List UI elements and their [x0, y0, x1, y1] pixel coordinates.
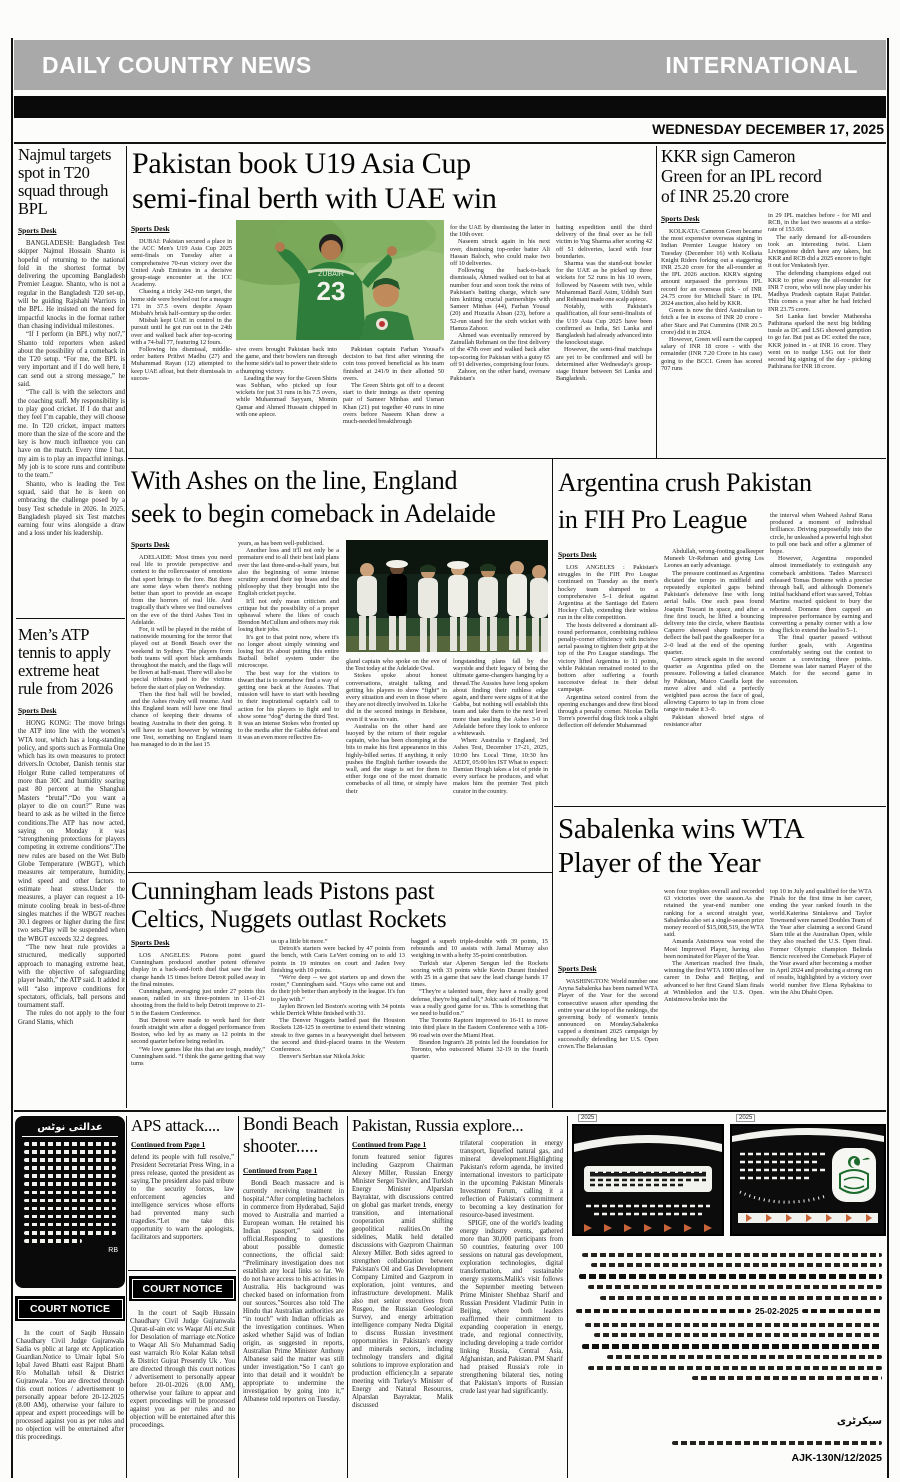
headline-atp: Men’s ATP tennis to apply extreme heat rule from 2026	[18, 625, 113, 698]
paragraph: us up a little bit more.”	[271, 938, 328, 945]
urdu-notice-signature: RB	[108, 1247, 118, 1255]
masthead-rule	[14, 142, 886, 144]
paragraph: “We're deep -- we got starters up and down the roster,” Cunningham said. “Guys who came out and do their job better than anybody in the league. It's fun to play with.”	[271, 974, 405, 1003]
urdu-ad-line	[594, 1333, 882, 1337]
headline-aps: APS attack....	[131, 1116, 220, 1135]
continued-aps: Continued from Page 1	[131, 1140, 206, 1149]
paragraph: WASHINGTON: World number one Aryna Sabalenka has been named WTA Player of the Year for the second consecutive season after spending the entire year at the top of the rankings, the governing body of women's tennis announced on Monday.Sabalenka capped a dominant 2025 campaign by successfully defending her U.S. Open crown.The Belarusian	[558, 978, 658, 1050]
urdu-ad-date-line	[576, 1306, 882, 1316]
dateline: WEDNESDAY DECEMBER 17, 2025	[652, 121, 884, 137]
urdu-ad-line	[582, 1344, 882, 1349]
headline-wta-line2: Player of the Year	[558, 847, 761, 879]
paragraph: “They're a talented team, they have a really good defense, they're big and tall,” Jokic said of Houston. “It was a really good game for us. This is something that we need to build on.”	[411, 988, 548, 1018]
urdu-ad-line	[585, 1323, 882, 1327]
headline-bondi: Bondi Beach shooter.....	[243, 1114, 339, 1157]
urdu-ad-line	[672, 1441, 882, 1445]
ad-ornate-box-left	[572, 1124, 724, 1236]
paragraph: Following the back-to-back dismissals, Ahmed walked out to bat at number four and soon took the reins of Pakistan's batting charge, which saw him knitting crucial partnerships with Sameer Minhas (44), Farhan Yousaf (20) and Huzaifa Ahsan (23), before a 52-run stand for the sixth wicket with Hamza Zahoor.	[450, 267, 550, 332]
paragraph: Sri Lanka fast bowler Matheesha Pathirana sparked the next big bidding tussle as DC and LSG showed gumption to go far. But just as DC exited the race, KKR joined in - at INR 16 crore. They went on to nudge LSG out for their second big signing of the day - picking Pathirana for INR 18 crore.	[768, 312, 871, 371]
u19-col5	[556, 224, 652, 455]
paragraph: The pressure continued as Argentina dictated the tempo in midfield and repeatedly exploited gaps behind Pakistan's defensive line with long aerial balls. One such pass found Joaquin Toscani in space, and after a fine first touch, he lifted a bouncing delivery into the circle, where Bautista Capurro showed sharp instincts to deflect the ball past the goalkeeper for a 2–0 lead at the end of the opening quarter.	[664, 569, 764, 656]
urdu-ad-line	[579, 1274, 882, 1279]
headline-u19-line1: Pakistan book U19 Asia Cup	[132, 147, 471, 180]
bondi-article-text	[243, 1180, 344, 1478]
ashes-col2	[238, 540, 339, 868]
paragraph: Amanda Anisimova was voted the Most Improved Player, having also been nominated for Player of the Year.	[664, 938, 764, 960]
urdu-ad-line	[576, 1309, 751, 1314]
masthead-bar	[14, 40, 886, 90]
paragraph: It's got to that point now, where it's no longer about simply winning and losing but it's about putting this entire Bazball belief system under the microscope.	[238, 633, 339, 670]
paragraph: Chasing a tricky 242-run target, the home side were bowled out for a meagre 171 in 37.5 overs despite Ayaan Misbah's brisk half-century up the order.	[131, 288, 232, 318]
urdu-text-line	[24, 1182, 116, 1186]
atp-article-text	[18, 720, 125, 1104]
paragraph: trilateral cooperation in energy transport, liquefied natural gas, and mineral development.Highlighting Pakistan's reform agenda, he invited international investors to participate in the upcoming Pakistan Minerals Investment Forum, calling it a reflection of Pakistan's commitment to becoming a key destination for resource-based investment.	[460, 1140, 563, 1219]
wta-top-rule	[554, 806, 886, 807]
paragraph: Denver's Serbian star Nikola Jokic	[279, 1053, 365, 1061]
u19-col2	[236, 346, 337, 455]
paragraph: The best way for the visitors to thwart that is to somehow find a way of getting one back at the Aussies. That mission will have to start with heeding to their inspirational captain's call to action for his players to fight and to show some “dog” during the third Test. It was an intense Stokes who fronted up to the media after the Gabba defeat and it was an even more reflective En-	[238, 669, 339, 742]
ad-box-right-graphic	[732, 1126, 884, 1234]
row-divider-1	[128, 458, 886, 459]
paragraph: won four trophies overall and recorded 63 victories over the season.As she retained the year-end number one ranking for a second straight year, Sabalenka also set a single-season prize money record of $15,008,519, the WTA said.	[664, 888, 764, 939]
urdu-text-line	[24, 1223, 116, 1227]
paragraph: However, Green will earn the capped salary of INR 18 crore - with the remainder (INR 7.20 Crore in his case) going to the BCCI. Green has scored 707 runs	[661, 336, 762, 372]
center-right-divider-bottom	[552, 458, 553, 1108]
u19-col1	[131, 238, 232, 455]
paragraph: Pakistan captain Farhan Yousaf's decision to bat first after winning the coin toss proved beneficial as his team finished at 241/9 in their allotted 50 overs.	[343, 346, 444, 382]
paragraph: Zahoor, on the other hand, oversaw Pakistan's	[450, 368, 550, 383]
paragraph: The Green Shirts got off to a decent start to their innings as their opening pair of Sameer Minhas and Usman Khan (21) put together 40 runs in nine overs before Naseem Khan drew a much-needed breakthrough	[343, 382, 444, 426]
paragraph: Pakistan showed brief signs of resistance after	[664, 713, 764, 728]
paragraph: years, as has been well-publicised.	[238, 540, 324, 547]
court-notice-mid-title: COURT NOTICE	[132, 1279, 234, 1299]
paragraph: But Detroit were made to work hard for their fourth straight win after a dogged performance from Boston, who led by as many as 12 points in the second quarter before being reeled in.	[131, 1016, 265, 1046]
paragraph: The hosts delivered a dominant all-round performance, combining ruthless penalty-corner efficiency with incisive aerial passing to tighten their grip at the top of the Pro League standings. The victory lifted Argentina to 11 points, while Pakistan remained rooted to the bottom after suffering a fourth successive defeat in their debut campaign.	[558, 621, 658, 694]
paragraph: The Toronto Raptors improved to 16-11 to move into third place in the Eastern Conference with a 106-96 road win over the Miami Heat.	[411, 1017, 548, 1039]
headline-wta-line1: Sabalenka wins WTA	[558, 813, 805, 845]
paragraph: Shanto, who is leading the Test squad, said that he is keen on embracing the challenge posed by a busy Test schedule in 2026. In 2025, Bangladesh played six Test matches earning four wins alongside a draw and a loss under his leadership.	[18, 480, 125, 538]
paragraph: Turkish star Alperen Sengun led the Rockets scoring with 33 points while Kevin Durant finished with 25 in a game that saw the lead change hands 17 times.	[411, 959, 548, 989]
headline-ashes-line2: seek to begin comeback in Adelaide	[131, 499, 496, 528]
byline-kkr: Sports Desk	[661, 214, 700, 223]
paragraph: for the UAE by dismissing the latter in the 10th over.	[450, 224, 550, 239]
paragraph: Green is now the third Australian to fetch a fee in excess of INR 20 crore - after Starc and Pat Cummins (INR 20.5 crore) did it in 2024.	[661, 307, 762, 336]
paragraph: ADELAIDE: Most times you need real life to provide perspective and context to the rollercoaster of emotions that sport brings to the fore. But there are some days when there's nothing better than sport to provide an escape from the horrors of real life. And tragically that's where we find ourselves on the eve of the third Ashes Test in Adelaide.	[131, 554, 232, 626]
kkr-col1	[661, 228, 762, 454]
center-right-divider-top	[656, 146, 657, 458]
paragraph: SPIGF, one of the world's leading energy industry events, gathered more than 30,000 participants from 50 countries, featuring over 100 sessions on natural gas development, exploration technologies, digital transformation, and sustainable energy systems.Malik's visit follows the September meeting between Prime Minister Shehbaz Sharif and Russian President Vladimir Putin in Beijing, where both leaders reaffirmed their commitment to expanding cooperation in energy, trade, and regional connectivity, including developing a trade corridor linking Russia, Central Asia, Afghanistan, and Pakistan. PM Sharif had praised Russia's role in strengthening bilateral ties, noting that Pakistan's imports of Russian crude last year had significantly.	[460, 1220, 563, 1395]
fih-col2	[664, 548, 764, 800]
urdu-ad-line	[591, 1263, 882, 1267]
masthead-black-bar	[14, 96, 886, 118]
paragraph: Detroit's starters were backed by 47 points from the bench, with Caris LeVert coming on to add 13 points in 19 minutes on court and Jaden Ivey finishing with 10 points.	[271, 945, 405, 974]
paragraph: The American reached five finals, winning the first WTA 1000 titles of her career in Doha and Beijing, and advanced to her first Grand Slam finals at Wimbledon and the U.S. Open. Anisimova broke into the	[664, 960, 764, 1004]
urdu-text-line	[24, 1166, 116, 1170]
headline-kkr-line3: of INR 25.20 crore	[661, 186, 789, 206]
ashes-col3	[346, 658, 447, 868]
headline-kkr-line2: Green for an IPL record	[661, 166, 822, 186]
paragraph: Ahmed was eventually removed by Zainullah Rehmani on the first delivery of the 47th over and walked back after top-scoring for Pakistan with a gutsy 65 off 91 deliveries, comprising four fours.	[450, 332, 550, 368]
aps-divider	[128, 1270, 236, 1271]
paragraph: In the court of Saqib Hussain Chaudhary Civil Judge Gujranwala .Qurat-ul-ain etc vs Waqar Ali etc.Suit for Desolation of marriage etc.Notice to Waqar Ali S/o Muhammad Sadiq east warraich R/o Kolar Kalan tehsil & District Gujrat Presently Uk . You are directed through this court notices / advertisement to personally appear before 20-01-2026 (8.00 AM), otherwise your failure to appear and expert proceedings will be processed against you as per rules and no objection will be entertained after this proceedings.	[130, 1310, 235, 1429]
svg-text:ZUBAIR: ZUBAIR	[318, 271, 344, 278]
newspaper-title: DAILY COUNTRY NEWS	[42, 51, 312, 78]
paragraph: “We love games like this that are tough, muddy,” Cunningham said. “I think the game getting that way turns	[131, 1045, 265, 1068]
byline-u19: Sports Desk	[131, 224, 170, 233]
paragraph: LOS ANGELES: Pistons point guard Cunningham produced another potent offensive display in a back-and-forth duel that saw the lead change hands 15 times before Detroit pulled away in the final minutes.	[131, 952, 265, 988]
urdu-ad-line	[802, 1309, 882, 1314]
court-notice-left-title: COURT NOTICE	[18, 1299, 123, 1319]
byline-ashes: Sports Desk	[131, 540, 170, 549]
ad-year-chip-right: 2025	[736, 1114, 755, 1122]
urdu-ad-line	[692, 1376, 882, 1380]
paragraph: Capurro struck again in the second quarter as Argentina piled on the pressure. Following a failed clearance by Pakistan, Maico Casella kept the move alive and slid a perfectly weighted pass across the face of goal, allowing Capurro to tap in from close range to make it 3–0.	[664, 656, 764, 714]
paragraph: The early demand for all-rounders took an interesting twist. Liam Livingstone didn't have any takers, but KKR and RCB did a 2025 encore to fight it out for Venkatesh Iyer.	[768, 233, 871, 270]
bottom-strip-rule	[14, 1110, 886, 1112]
paragraph: The final quarter passed without further goals, with Argentina comfortably seeing out the contest to secure a convincing three points. Domene was later named Player of the Match for the second game in succession.	[770, 634, 872, 685]
urdu-text-line	[24, 1142, 116, 1146]
paragraph: BANGLADESH: Bangladesh Test skipper Najmul Hossain Shanto is hopeful of returning to the national fold in the shortest format by delivering the upcoming Bangladesh Premier League. Shanto, who is not a regular in the Bangladesh T20 set-up, will be guiding Rajshahi Warriors in the BPL. He insisted on the need for impactful knocks in the format rather than chasing individual milestones.	[18, 240, 125, 330]
nba-col2	[271, 938, 405, 1106]
headline-fih-line1: Argentina crush Pakistan	[558, 468, 812, 497]
paragraph: Stokes spoke about honest conversations, straight talking and getting his players to show “fight” in every situation and even in those where they are not directly involved in. Like he did in the second innings in Brisbane, even if it was in vain.	[346, 672, 447, 723]
rail-divider	[16, 618, 125, 619]
urdu-text-line	[24, 1158, 116, 1162]
byline-wta: Sports Desk	[558, 964, 597, 973]
headline-nba-line1: Cunningham leads Pistons past	[131, 878, 435, 905]
paragraph: However, the semi-final matchups are yet to be confirmed and will be determined after Wednesday's group-stage fixture between Sri Lanka and Bangladesh.	[556, 346, 652, 383]
paragraph: The defending champions edged out KKR to prise away the all-rounder for INR 7 crore, who will now play under his Madhya Pradesh captain Rajat Patidar. This comes a year after he had fetched INR 23.75 crore.	[768, 269, 871, 313]
paragraph: Abdullah, wrong-footing goalkeeper Muneeb Ur-Rehman and giving Los Leones an early advantage.	[664, 548, 764, 570]
paragraph: LOS ANGELES : Pakistan's struggles in the FIH Pro League continued on Tuesday as the men's hockey team slumped to a comprehensive 5–1 defeat against Argentina at the Santiago del Estero Hockey Club, extending their winless run in the elite competition.	[558, 564, 658, 622]
headline-russia: Pakistan, Russia explore...	[352, 1116, 524, 1135]
paragraph: forum featured senior figures including Gazprom Chairman Alexey Miller, Russian Energy Minister Sergei Tsivilev, and Turkish Energy Minister Alparslan Bayraktar, with discussions centred on global gas market trends, energy transition, and international cooperation amid shifting geopolitical realities.On the sidelines, Malik held detailed discussions with Gazprom Chairman Alexey Miller. Both sides agreed to strengthen collaboration between Pakistan's Oil and Gas Development Company Limited and Gazprom in exploration, joint ventures, and infrastructure development. Malik also met senior executives from Rusgeo, the Russian Geological Survey, and energy arbitration intelligence company Nedra Digital to discuss Russian investment opportunities in Pakistan's energy and minerals sectors, including technology transfers and digital solutions to improve exploration and production efficiency.In a separate meeting with Turkey's Minister of Energy and Natural Resources, Alparslan Bayraktar, Malik discussed	[352, 1154, 453, 1409]
nba-top-rule	[128, 872, 552, 873]
paragraph: Misbah kept UAE in control in the pursuit until he got run out in the 24th over and walked back after top-scoring with a 74-ball 77, featuring 12 fours.	[131, 317, 232, 346]
paragraph: Notably, with Pakistan's qualification, all four semi-finalists of the U19 Asia Cup 2025 have been confirmed as India, Sri Lanka and Bangladesh had already advanced into the knockout stage.	[556, 303, 652, 347]
urdu-text-line	[24, 1207, 116, 1211]
svg-text:23: 23	[316, 276, 346, 306]
byline-atp: Sports Desk	[18, 706, 57, 715]
paragraph: The Denver Nuggets battled past the Houston Rockets 128-125 in overtime to extend their winning streak to five games in a heavyweight duel between the second and third-placed teams in the Western Conference.	[271, 1017, 405, 1054]
paragraph: Sharma was the stand-out bowler for the UAE as he picked up three wickets for 52 runs in his 10 overs, followed by Naseem with two, while Muhammad Bazil Asim, Uddish Suri and Rehmani made one scalp apiece.	[556, 260, 652, 304]
continued-bondi: Continued from Page 1	[243, 1166, 318, 1175]
paragraph: sive overs brought Pakistan back into the game, and their bowlers ran through the home side's tail to power their side to a thumping victory.	[236, 346, 337, 375]
paragraph: bagged a superb triple-double with 39 points, 15 rebounds and 10 assists with Jamal Murray also weighing in with a hefty 35-point contribution.	[411, 938, 548, 960]
urdu-secretary-label: سیکرٹری	[836, 1416, 882, 1427]
ad-year-chip-left: 2025	[578, 1114, 597, 1122]
u19-col4	[450, 224, 550, 455]
u19-photo-graphic	[236, 220, 444, 340]
ad-ornate-box-right	[730, 1124, 886, 1236]
u19-photo	[236, 220, 444, 340]
paragraph: Argentina seized control from the opening exchanges and drew first blood through a penalty corner. Nicolas Della Torre's powerful drag flick took a slight deflection off defender Muhammad	[558, 693, 658, 730]
headline-fih-line2: in FIH Pro League	[558, 505, 748, 534]
section-title: INTERNATIONAL	[665, 51, 858, 78]
urdu-ad-body	[576, 1246, 882, 1387]
paragraph: “If I perform (in BPL) why not?,” Shanto told reporters when asked about the possibility of a comeback in the T20 setup. “For me, the BPL is very important and if I do well here, I can send out a strong message,” he said.	[18, 331, 125, 389]
headline-ashes-line1: With Ashes on the line, England	[131, 466, 458, 495]
court-notice-mid-text	[130, 1310, 235, 1478]
urdu-text-line	[24, 1231, 116, 1235]
urdu-text-line	[24, 1191, 116, 1195]
paragraph: “The call is with the selectors and the coaching staff. My responsibility is to play good cricket. If I do that and they feel I’m capable, they will choose me. In T20 cricket, impact matters more than the size of the score and the key is how much influence you can have on the match. Every time I bat, my aim is to play an impactful innings. My job is to score runs and contribute to the team.”	[18, 389, 125, 480]
ashes-photo	[346, 540, 548, 652]
russia-col2	[460, 1140, 563, 1478]
urdu-text-line	[24, 1199, 116, 1203]
paragraph: The rules do not apply to the four Grand Slams, which	[18, 1010, 125, 1026]
ashes-photo-graphic	[346, 540, 548, 652]
bottom-divider-2	[238, 1116, 239, 1478]
court-notice-mid-header	[129, 1276, 236, 1301]
paragraph: In the court of Saqib Hussain Chaudhary Civil Judge Gujranwala Sadia vs pblic at large etc Application Guardian.Notice to Umair Iqbal S/o Iqbal Javed Bhatti east Rajput Bhatti R/o Mohallah tehsil & District Gujranwala . You are directed through this court notices / advertisement to personally appear before 20-12-2025 (8.00 AM), otherwise your failure to appear and expert proceedings will be processed against you as per rules and no objection will be entertained after this proceedings.	[16, 1330, 124, 1441]
bottom-divider-4	[567, 1116, 568, 1478]
paragraph: Then the first ball will be bowled, and the Ashes rivalry will resume. And this England team will have one final chance of keeping their dreams of beating Australia in their den going. It will have to start however by winning one Test, something no England team has managed to do in the last 15	[131, 690, 232, 749]
najmul-article-text	[18, 240, 125, 612]
bottom-divider-1	[126, 1116, 127, 1478]
urdu-text-line	[24, 1239, 82, 1243]
urdu-ad-date: 25-02-2025	[754, 1306, 799, 1316]
bottom-divider-3	[347, 1116, 348, 1478]
urdu-court-notice-title: عدالتی نوٹس	[22, 1122, 118, 1137]
urdu-ad-line	[588, 1366, 882, 1370]
ajk-reference-number: AJK-130N/12/2025	[791, 1452, 882, 1464]
headline-najmul: Najmul targets spot in T20 squad through BPL	[18, 145, 112, 218]
left-page-border	[11, 38, 13, 1478]
u19-col3	[343, 346, 444, 455]
urdu-ad-line	[582, 1253, 882, 1257]
paragraph: Cunningham, averaging just under 27 points this season, rattled in six three-pointers in 11-of-21 shooting from the field to help Detroit improve to 21-5 in the Eastern Conference.	[131, 988, 265, 1017]
rail-center-divider	[126, 146, 127, 1108]
paragraph: “The new heat rule provides a structured, medically supported approach to managing extreme heat, with the objective of safeguarding player health,” the ATP said. It added it will “also improve conditions for spectators, officials, ball persons and tournament staff.	[18, 944, 125, 1010]
urdu-court-notice-box	[15, 1116, 125, 1288]
paragraph: Brandon Ingram's 28 points led the foundation for Toronto, who outscored Miami 32-19 in the fourth quarter.	[411, 1038, 548, 1061]
paragraph: batting expedition until the third delivery of the final over as he fell victim to Yug Sharma after scoring 42 off 51 deliveries, laced with four boundaries.	[556, 224, 652, 260]
paragraph: DUBAI: Pakistan secured a place in the ACC Men's U19 Asia Cup 2025 semi-finals on Tuesday after a comprehensive 70-run victory over the United Arab Emirates in a decisive group-stage encounter at the ICC Academy.	[131, 238, 232, 289]
paragraph: Naseem struck again in his next over, dismissing top-order batter Ali Hassan Baloch, who could make two off 10 deliveries.	[450, 238, 550, 268]
paragraph: top 10 in July and qualified for the WTA Finals for the first time in her career, ending the year ranked fourth in the world.Katerina Siniakova and Taylor Townsend were named Doubles Team of the Year after claiming a second Grand Slam title at the Australian Open, while they also reached the U.S. Open final. Former Olympic champion Belinda Bencic received the Comeback Player of the Year award after becoming a mother in April 2024 and producing a strong run of results, highlighted by a victory over world number five Elena Rybakina to win the Abu Dhabi Open.	[770, 888, 872, 996]
paragraph: Australia on the other hand are buoyed by the return of their regular captain, who has been chomping at the bits to make his first appearance in this highly-billed series. If anything, it only pushes the English farther towards the wall, and the stage is set for them to either forge one of the most dramatic comebacks of all time, or simply have their	[346, 722, 447, 795]
fih-col1	[558, 564, 658, 800]
paragraph: KOLKATA: Cameron Green became the most expensive overseas signing in Indian Premier League history on Tuesday (December 16) with Kolkata Knight Riders forking out a staggering INR 25.20 crore for the all-rounder at the IPL 2026 auction. KKR's signing amount surpassed the previous IPL record for an overseas pick - of INR 24.75 crore for Mitchell Starc in IPL 2024 auction, also held by KKR.	[661, 228, 762, 308]
byline-nba: Sports Desk	[131, 938, 170, 947]
court-notice-left-text	[16, 1330, 124, 1478]
ashes-col4	[453, 658, 548, 868]
continued-russia: Continued from Page 1	[352, 1140, 427, 1149]
urdu-ad-line	[607, 1355, 882, 1359]
paragraph: For, it will be played in the midst of nationwide mourning for the terror that played out at Bondi Beach over the weekend in Sydney. The players from both teams will sport black armbands throughout the match, and the flags will be flown at half-mast. There will also be special tributes paid to the victims before the start of play on Wednesday.	[131, 626, 232, 691]
urdu-text-line	[24, 1174, 116, 1178]
paragraph: defend its people with full resolve,” President Secretariat Press Wing, in a press release, quoted the president as saying.The president also paid tribute to the security forces, law enforcement agencies and intelligence services whose efforts had prevented many such tragedies.“Let me take this opportunity to warn the apologists, facilitators and supporters.	[131, 1154, 234, 1241]
headline-nba-line2: Celtics, Nuggets outlast Rockets	[131, 906, 447, 933]
nba-col1	[131, 952, 265, 1106]
nba-col3	[411, 938, 548, 1106]
paragraph: Leading the way for the Green Shirts was Subhan, who picked up four wickets for just 31 runs in his 7.5 overs, while Muhammad Sayyam, Momin Qamar and Ahmed Hussain chipped in with one apiece.	[236, 374, 337, 418]
court-notice-left-header	[15, 1296, 125, 1321]
urdu-text-line	[24, 1150, 116, 1154]
ashes-col1	[131, 554, 232, 868]
right-page-border	[887, 38, 889, 1478]
ad-box-left-graphic	[574, 1126, 722, 1234]
aps-article-text	[131, 1154, 234, 1264]
russia-col1	[352, 1154, 453, 1478]
wta-col3	[770, 888, 872, 1106]
urdu-ad-footer-lines	[672, 1434, 882, 1451]
paragraph: Another loss and it'll not only be a premature end to all their best laid plans over the last three-and-a-half years, but also the beginning of some intense scrutiny around their top brass and the philosophy that they brought into the English cricket psyche.	[238, 547, 339, 598]
urdu-ad-line	[600, 1296, 882, 1300]
paragraph: longstanding plans fall by the wayside and their legacy of being the ultimate game-changers hanging by a thread.The Aussies have long spoken about finding their ruthless edge again, and there were signs of it at the Gabba, but nothing will establish this team and take them to the next level more than sealing the Ashes 3-0 in Adelaide before they look to enforce a whitewash.	[453, 658, 548, 738]
paragraph: It'll not only mean criticism and critique but the possibility of a proper upheaval where the likes of coach Brendon McCullum and others may risk losing their jobs.	[238, 597, 339, 634]
paragraph: Following his dismissal, middle-order batters Prithvi Madhu (27) and Muhammad Rayan (12) attempted to keep UAE afloat, but their dismissals in succes-	[131, 346, 232, 382]
ajk-emblem	[832, 1148, 876, 1202]
paragraph: When: Australia v England, 3rd Ashes Test, December 17-21, 2025, 10:00 hrs Local Time, 10:30 hrs AEDT, 05:00 hrs IST What to expect: Damian Hough takes a lot of pride in every surface he produces, and what makes him the premier Test pitch curator in the country.	[453, 737, 548, 795]
paragraph: in 29 IPL matches before - for MI and RCB, in the last two seasons at a strike-rate of 153.69.	[768, 212, 871, 234]
paragraph: Jaylen Brown led Boston's scoring with 34 points while Derrick White finished with 31.	[271, 1002, 405, 1018]
paragraph: Bondi Beach massacre and is currently receiving treatment in hospital.“After completing bachelors in commerce from Hyderabad, Sajid moved to Australia and married a European woman. He retained his Indian passport,” said the official.Responding to questions about possible domestic connections, the official said: “Preliminary investigation does not establish any local links so far. We do not have access to his activities in Australia. His background was checked based on information from our sources.”Sources also told The Hindu that Australian authorities are “in touch” with Indian officials as the investigation continues. When asked whether Sajid was of Indian origin, as suggested in reports, Australian Prime Minister Anthony Albanese said the matter was still under investigation.“So I can't go into that detail and it wouldn't be appropriate to undermine the investigation by going into it,” Albanese told reporters on Tuesday.	[243, 1180, 344, 1403]
byline-fih: Sports Desk	[558, 550, 597, 559]
paragraph: the interval when Waheed Ashraf Rana produced a moment of individual brilliance. Driving purposefully into the circle, he unleashed a powerful high shot to pull one back and offer a glimmer of hope.	[770, 512, 872, 556]
paragraph: gland captain who spoke on the eve of the Test today at the Adelaide Oval.	[346, 658, 447, 673]
headline-u19-line2: semi-final berth with UAE win	[132, 182, 497, 215]
paragraph: However, Argentina responded almost immediately to extinguish any comeback ambitions. Tadeo Marcucci released Tomas Domene with a precise through ball, and although Domene's initial backhand effort was saved, Tobias Martins reacted quickest to bury the rebound. Domene then capped an impressive performance by earning and converting a penalty corner with a low drag flick to extend the lead to 5–1.	[770, 555, 872, 635]
wta-col2	[664, 888, 764, 1106]
fih-col3	[770, 512, 872, 800]
paragraph: HONG KONG: The move brings the ATP into line with the women’s WTA tour, which has a long-standing policy, and sports such as Formula One which has its own measures to protect drivers.In October, Danish tennis star Holger Rune called temperatures of more than 30C and humidity soaring past 80 percent at the Shanghai Masters “brutal”.“Do you want a player to die on court?” Rune was heard to ask as he wilted in the fierce conditions.The ATP has now acted, saying on Monday it was “strengthening protections for players competing in extreme conditions”.The new rules are based on the Wet Bulb Globe Temperature (WBGT), which measures air temperature, humidity, wind speed and other factors to estimate heat stress.Under the measures, a player can request a 10-minute cooling break in best-of-three singles matches if the WBGT reaches 30.1 degrees or higher during the first two sets.Play will be suspended when the WBGT exceeds 32.2 degrees.	[18, 720, 125, 943]
urdu-text-line	[24, 1215, 116, 1219]
urdu-ad-line	[588, 1285, 882, 1289]
wta-col1	[558, 978, 658, 1106]
byline-najmul: Sports Desk	[18, 226, 57, 235]
kkr-col2	[768, 212, 871, 454]
headline-kkr-line1: KKR sign Cameron	[661, 146, 796, 166]
